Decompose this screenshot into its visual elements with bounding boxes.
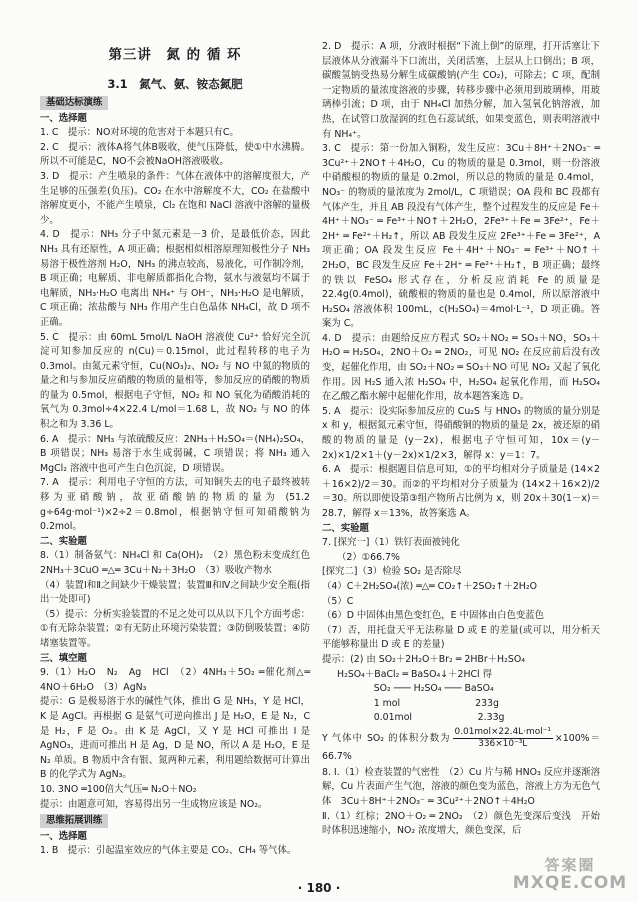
answer-item: 1 mol 233g <box>373 697 499 709</box>
right-answer-list <box>322 40 600 839</box>
watermark-text-top: 答案圈 <box>544 856 596 874</box>
chapter-title: 第三讲 氮 的 循 环 <box>108 47 242 63</box>
answer-item: 1. C 提示：NO对环境的危害对于本题只有C。 <box>40 127 239 139</box>
question-type-heading: 二、实验题 <box>40 535 87 547</box>
answer-item: （5）提示：分析实验装置的不足之处可以从以下几个方面考虑：①有无除杂装置；②有无防止环境污染装置；③防倒吸装置；④防堵塞装置等。 <box>40 608 310 649</box>
answer-item: 8. Ⅰ.（1）检查装置的气密性 （2）Cu 片与稀 HNO₃ 反应并逐渐溶解，Cu 片表面产生气泡，溶液的颜色变为蓝色，溶液上方为无色气体 3Cu＋8H⁺＋2NO₃⁻ ═ 3Cu²⁺＋2NO↑＋4H₂O <box>322 766 600 808</box>
question-type-heading: 一、选择题 <box>40 112 87 124</box>
question-type-heading: 三、填空题 <box>40 652 87 664</box>
right-column <box>322 40 600 878</box>
answer-item: 2. D 提示：A 项，分液时根据“下流上倒”的原理，打开活塞让下层液体从分液漏斗下口流出，关闭活塞，上层从上口倒出；B 项，碳酸氢钠受热易分解生成碳酸钠(产生 CO₂)，可除去；C 项，配制一定物质的量浓度溶液的步骤，转移步骤中必须用到玻璃棒，用玻璃棒引流；D 项，由于 NH₄Cl 加热分解，加入氢氧化钠溶液，加热，在试管口放湿润的红色石蕊试纸，如果变蓝色，则表明溶液中有 NH₄⁺。 <box>322 41 600 140</box>
answer-item: （4）C＋2H₂SO₄(浓) ═△═ CO₂↑＋2SO₂↑＋2H₂O <box>322 580 537 592</box>
fraction-prefix: Y 气体中 SO₂ 的体积分数为 <box>322 733 451 745</box>
section-title: 3.1 氮气、氨、铵态氮肥 <box>107 77 243 91</box>
answer-item: 5. C 提示：由 60mL 5mol/L NaOH 溶液使 Cu²⁺ 恰好完全沉淀可知参加反应的 n(Cu)＝0.15mol，此过程转移的电子为 0.3mol。由氮元素守恒，Cu(NO₃)₂、NO₂ 与 NO 中氮的物质的量之和与参加反应硝酸的物质的量相等，参加反应的硝酸的物质的量为 0.5mol，根据电子守恒，NO₂ 和 NO 氧化为硝酸消耗的氧气为 0.3mol÷4×22.4 L/mol＝1.68 L，故 NO₂ 与 NO 的体积之和为 3.36 L。 <box>40 331 310 431</box>
answer-item: 4. D 提示：NH₃ 分子中氮元素是－3 价，是最低价态，因此 NH₃ 具有还原性，A 项正确；根据相似相溶原理知极性分子 NH₃ 易溶于极性溶剂 H₂O，NH₃ 的沸点较高，易液化，可作制冷剂，B 项正确；电解质、非电解质都指化合物，氨水与液氨均不属于电解质，NH₃·H₂O 电离出 NH₄⁺ 与 OH⁻，NH₃·H₂O 是电解质，C 项正确；浓盐酸与 NH₃ 作用产生白色晶体 NH₄Cl，故 D 项不正确。 <box>40 229 310 328</box>
answer-item: H₂SO₄＋BaCl₂ ═ BaSO₄↓＋2HCl 得 <box>337 668 493 680</box>
question-type-heading: 二、实验题 <box>322 522 369 534</box>
section-box <box>40 96 310 111</box>
answer-item: SO₂ ─── H₂SO₄ ─── BaSO₄ <box>373 683 494 695</box>
answer-item: 3. C 提示：第一份加入铜粉，发生反应：3Cu＋8H⁺＋2NO₃⁻ ═ 3Cu²⁺＋2NO↑＋4H₂O，Cu 的物质的量是 0.3mol，则一份溶液中硝酸根的物质的量是 0.2mol，所以总的物质的量是 0.4mol，NO₃⁻ 的物质的量浓度为 2mol/L，C 项错误；OA 段和 BC 段都有气体产生，并且 AB 段没有气体产生，整个过程发生的反应是 Fe＋4H⁺＋NO₃⁻ ═ Fe³⁺＋NO↑＋2H₂O，2Fe³⁺＋Fe ═ 3Fe²⁺，Fe＋2H⁺ ═ Fe²⁺＋H₂↑，所以 AB 段发生反应 2Fe³⁺＋Fe ═ 3Fe²⁺，A 项正确；OA 段发生反应 Fe＋4H⁺＋NO₃⁻ ═ Fe³⁺＋NO↑＋2H₂O，BC 段发生反应 Fe＋2H⁺ ═ Fe²⁺＋H₂↑，B 项正确；最终的铁以 FeSO₄ 形式存在，分析反应消耗 Fe 的质量是 22.4g(0.4mol)，硫酸根的物质的量也是 0.4mol，所以原溶液中 H₂SO₄ 溶液体积 100mL，c(H₂SO₄)＝4mol·L⁻¹，D 项正确。答案为 C。 <box>322 143 600 330</box>
answer-item: 6. A 提示：根据题目信息可知，①的平均相对分子质量是 (14×2＋16×2)/2＝30。而②的平均相对分子质量为 (14×2＋16×2)/2＝30。所以即使设第③组产物所占比例为 x，则 20x＋30(1－x)＝28.7，解得 x＝13%，故答案选 A。 <box>322 464 600 519</box>
fraction <box>453 727 553 750</box>
answer-item: 1. B 提示：引起温室效应的气体主要是 CO₂、CH₄ 等气体。 <box>40 845 297 857</box>
answer-item: 9.（1）H₂O N₂ Ag HCl （2）4NH₃＋5O₂ ═催化剂△═ 4NO＋6H₂O （3）AgN₃ <box>40 667 310 693</box>
left-answer-list <box>40 96 320 859</box>
watermark-text-bottom: MXQE.COM <box>512 873 628 893</box>
answer-item: 6. A 提示：NH₃ 与浓硫酸反应：2NH₃＋H₂SO₄＝(NH₄)₂SO₄，B 项错误；NH₃ 易溶于水生成弱碱，C 项错误；将 NH₃ 通入 MgCl₂ 溶液中也可产生白色沉淀，D 项错误。 <box>40 433 310 474</box>
answer-item: 提示：由题意可知，容易得出另一生成物应该是 NO₂。 <box>40 798 268 810</box>
answer-item: （2）①66.7% <box>337 551 400 563</box>
watermark-logo <box>510 856 630 892</box>
fraction-suffix: ×100%＝66.7% <box>322 733 600 763</box>
answer-item: 7. A 提示：利用电子守恒的方法，可知铜失去的电子最终被转移为亚硝酸钠，故亚硝酸钠的物质的量为 (51.2 g÷64g·mol⁻¹)×2÷2＝0.8mol，根据钠守恒可知硝酸钠为 0.2mol。 <box>40 477 310 533</box>
answer-item: （4）装置Ⅰ和Ⅱ之间缺少干燥装置；装置Ⅲ和Ⅳ之间缺少安全瓶(指出一处即可) <box>40 579 310 606</box>
answer-item: 0.01mol 2.33g <box>373 712 505 724</box>
left-column <box>40 40 320 878</box>
answer-item: （7）否，用托盘天平无法称量 D 或 E 的差量(或可以，用分析天平能够称量出 D 或 E 的差量) <box>322 624 600 651</box>
answer-item: 10. 3NO ═100倍大气压═ N₂O＋NO₂ <box>40 783 197 795</box>
answer-item: Ⅱ.（1）红棕；2NO＋O₂ ═ 2NO₂ （2）颜色先变深后变浅 开始时体积迅速缩小，NO₂ 浓度增大，颜色变深，后 <box>322 810 600 837</box>
answer-item: 2. C 提示：液体A将气体B吸收，使气压降低，使①中水沸腾。所以不可能是C，NO不会被NaOH溶液吸收。 <box>40 141 310 168</box>
section-box-label: 基础达标演练 <box>40 96 108 110</box>
answer-item: 提示：(2) 由 SO₂＋2H₂O＋Br₂ ═ 2HBr＋H₂SO₄ <box>322 653 525 665</box>
answer-item: 提示：G 是极易溶于水的碱性气体，推出 G 是 NH₃，Y 是 HCl，K 是 AgCl。再根据 G 是氨气可逆向推出 J 是 H₂O，E 是 N₂，C 是 H₂，F 是 O₂。由 K 是 AgCl，又 Y 是 HCl 可推出 I 是 AgNO₃，进而可推出 H 是 Ag，D 是 NO，所以 A 是 H₂O，E 是 N₂ 单质。B 物质中含有银、氮两种元素，利用题给数据可计算出 B 的化学式为 AgN₃。 <box>40 696 310 781</box>
fraction-line <box>322 727 600 765</box>
section-box-label: 思维拓展训练 <box>40 814 108 828</box>
answer-item: [探究二]（3）检验 SO₂ 是否除尽 <box>322 566 462 578</box>
answer-item: 8.（1）制备氨气：NH₄Cl 和 Ca(OH)₂ （2）黑色粉末变成红色 2NH₃＋3CuO ═△═ 3Cu＋N₂＋3H₂O （3）吸收产物水 <box>40 550 320 576</box>
fraction-numerator: 0.01mol×22.4L·mol⁻¹ <box>453 727 553 739</box>
answer-item: 5. A 提示：设实际参加反应的 Cu₂S 与 HNO₃ 的物质的量分别是 x 和 y，根据氮元素守恒，得硝酸铜的物质的量是 2x，被还原的硝酸的物质的量是 (y－2x)，根据电子守恒可知，10x＝(y－2x)×1/2×1＋(y－2x)×1/2×3，解得 x：y＝1：7。 <box>322 405 600 461</box>
section-box <box>40 814 310 829</box>
answer-item: 3. D 提示：产生喷泉的条件：气体在液体中的溶解度很大，产生足够的压强差(负压)。CO₂ 在水中溶解度不大，CO₂ 在盐酸中溶解度更小，不能产生喷泉，Cl₂ 在饱和 NaCl 溶液中溶解的量极少。 <box>40 170 310 226</box>
fraction-denominator: 336×10⁻³L <box>478 739 528 750</box>
answer-item: （5）C <box>322 595 354 607</box>
answer-item: 4. D 提示：由题给反应方程式 SO₂＋NO₂ ═ SO₃＋NO，SO₃＋H₂O ═ H₂SO₄，2NO＋O₂ ═ 2NO₂，可见 NO₂ 在反应前后没有改变，起催化作用，由 SO₂＋NO₂ ═ SO₃＋NO 可见 NO₂ 又起了氧化作用。因 H₂S 通入浓 H₂SO₄ 中，H₂SO₄ 起氧化作用，而 H₂SO₄ 在乙酸乙酯水解中起催化作用，故本题答案选 D。 <box>322 332 600 403</box>
page-number: · 180 · <box>297 881 341 895</box>
answer-item: （6）D 中固体由黑色变红色，E 中固体由白色变蓝色 <box>322 610 544 622</box>
question-type-heading: 一、选择题 <box>40 830 87 842</box>
answer-item: 7. [探究一]（1）铁钉表面被钝化 <box>322 537 460 549</box>
